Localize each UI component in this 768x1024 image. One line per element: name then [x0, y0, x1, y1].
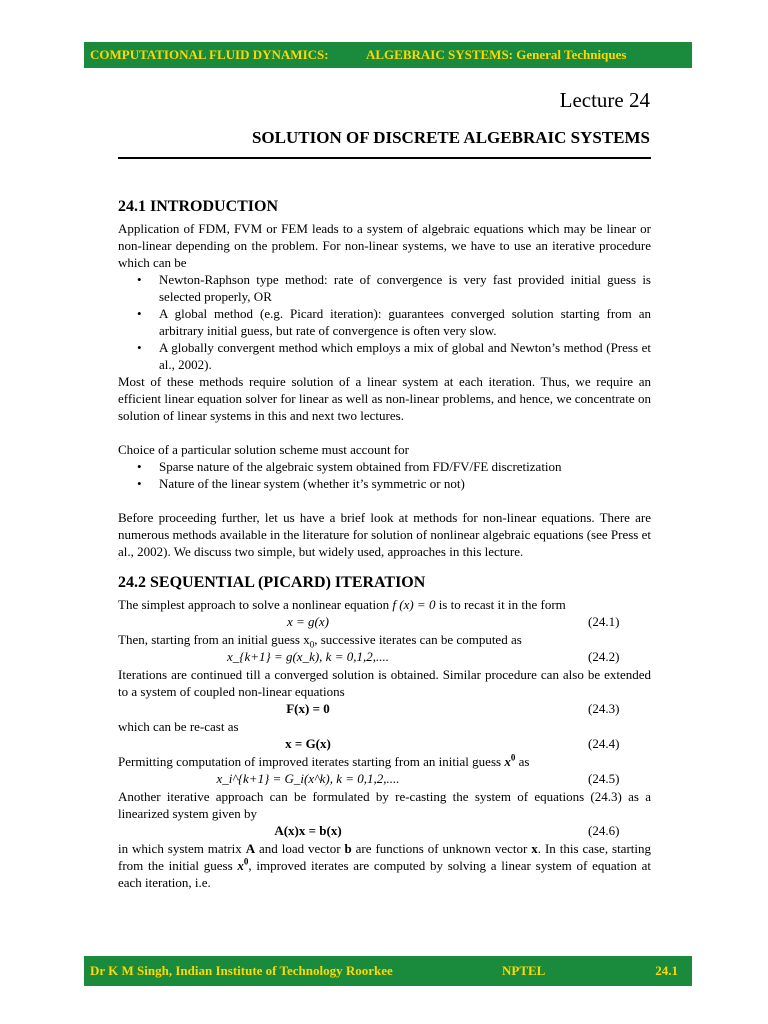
equation-24-4: x = G(x) (24.4) — [285, 736, 620, 751]
intro-paragraph: Application of FDM, FVM or FEM leads to a system of algebraic equations which may be linear or non-linear depending on the problem. For non-linear systems, we have to use an iterative procedure which can be — [118, 221, 651, 270]
document-body — [118, 197, 651, 891]
nonlinear-methods-paragraph: Before proceeding further, let us have a brief look at methods for non-linear equations. There are numerous methods available in the literature for solution of nonlinear algebraic equations (see Press et al., 2002). We discuss two simple, but widely used, approaches in this lecture. — [118, 510, 651, 559]
linearized-paragraph: Another iterative approach can be formulated by re-casting the system of equations (24.3) as a linearized system given by — [118, 789, 651, 821]
lecture-number: Lecture 24 — [559, 88, 650, 112]
title-divider — [118, 157, 651, 159]
improved-iterates-paragraph: Permitting computation of improved iterates starting from an initial guess $x^0$ as — [118, 752, 530, 769]
running-header — [84, 42, 692, 68]
method-list — [118, 271, 651, 373]
list-item: • Sparse nature of the algebraic system obtained from FD/FV/FE discretization — [159, 458, 651, 475]
recast-paragraph: which can be re-cast as — [118, 719, 239, 734]
system-matrix-paragraph: in which system matrix A and load vector b are functions of unknown vector x. In this case, starting from the initial guess $x^0$, improved iterates are computed by solving a linear system of equation at each iteration, i.e. — [118, 841, 652, 890]
header-course: COMPUTATIONAL FLUID DYNAMICS: — [90, 47, 329, 62]
running-footer — [84, 956, 692, 986]
inline-equation: f (x) = 0 — [392, 597, 436, 612]
initial-guess-paragraph: Then, starting from an initial guess $x_0$, successive iterates can be computed as — [118, 632, 522, 650]
section-heading-picard: 24.2 SEQUENTIAL (PICARD) ITERATION — [118, 574, 426, 591]
section-heading-introduction: 24.1 INTRODUCTION — [118, 198, 279, 215]
equation-24-2: x_{k+1} = g(x_k), k = 0,1,2,.... (24.2) — [227, 649, 620, 664]
page-title: SOLUTION OF DISCRETE ALGEBRAIC SYSTEMS — [251, 128, 650, 147]
picard-intro-paragraph: The simplest approach to solve a nonlinear equation f (x) = 0 is to recast it in the form — [118, 597, 566, 612]
list-item: • Newton-Raphson type method: rate of convergence is very fast provided initial guess is selected properly, OR — [159, 271, 651, 305]
list-item: • A global method (e.g. Picard iteration): guarantees converged solution starting from an arbitrary initial guess, but rate of convergence is often very slow. — [159, 305, 651, 339]
linear-solver-paragraph: Most of these methods require solution of a linear system at each iteration. Thus, we require an efficient linear equation solver for linear as well as non-linear problems, and hence, we concentrate on solution of linear systems in this and next two lectures. — [118, 374, 651, 423]
page-number: 24.1 — [655, 963, 678, 978]
equation-24-6: A(x)x = b(x) (24.6) — [274, 823, 620, 838]
equation-24-1: x = g(x) (24.1) — [287, 614, 620, 629]
header-topic: ALGEBRAIC SYSTEMS: General Techniques — [366, 47, 627, 62]
footer-nptel: NPTEL — [502, 963, 546, 978]
convergence-paragraph: Iterations are continued till a converged solution is obtained. Similar procedure can also be extended to a system of coupled non-linear equations — [118, 667, 651, 699]
criteria-list — [118, 458, 651, 492]
equation-24-3: F(x) = 0 (24.3) — [286, 701, 620, 716]
list-item: • Nature of the linear system (whether it’s symmetric or not) — [159, 475, 651, 492]
list-item: • A globally convergent method which employs a mix of global and Newton’s method (Press et al., 2002). — [159, 339, 651, 373]
footer-author: Dr K M Singh, Indian Institute of Technology Roorkee — [90, 963, 393, 978]
choice-paragraph: Choice of a particular solution scheme must account for — [118, 442, 409, 457]
equation-24-5: x_i^{k+1} = G_i(x^k), k = 0,1,2,.... (24.5) — [216, 771, 620, 786]
